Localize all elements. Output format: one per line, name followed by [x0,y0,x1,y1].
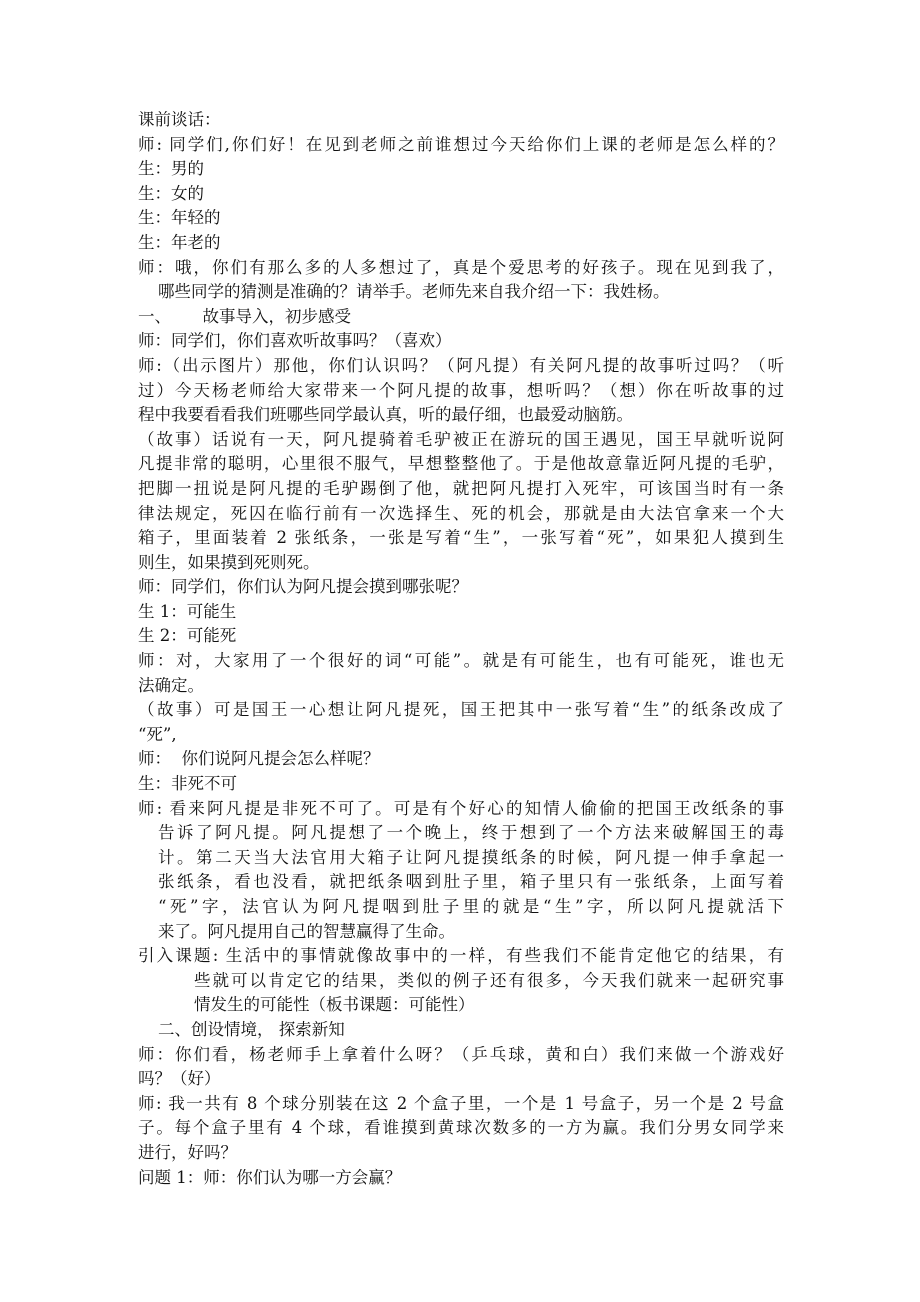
text-line: 师: 看来阿凡提是非死不可了。可是有个好心的知情人偷偷的把国王改纸条的事 [138,798,784,818]
text-line: 把脚一扭说是阿凡提的毛驴踢倒了他，就把阿凡提打入死牢，可该国当时有一条 [138,478,784,498]
text-line: 师：同学们，你们认为阿凡提会摸到哪张呢？ [138,577,468,597]
text-line: “死”, [138,724,177,744]
text-line: 生：男的 [138,159,204,179]
text-line: 师: 同学们,你们好！在见到老师之前谁想过今天给你们上课的老师是怎么样的？ [138,134,784,154]
text-line: 生：年轻的 [138,208,221,228]
text-line: 法确定。 [138,675,204,695]
text-line: 引入课题: 生活中的事情就像故事中的一样，有些我们不能肯定他它的结果，有 [138,946,784,966]
text-line: 则生，如果摸到死则死。 [138,552,320,572]
text-line: 子。每个盒子里有 4 个球，看谁摸到黄球次数多的一方为赢。我们分男女同学来 [138,1118,784,1138]
text-line: 师：哦，你们有那么多的人多想过了，真是个爱思考的好孩子。现在见到我了， [138,257,784,277]
text-line: 生：女的 [138,183,204,203]
text-line: 吗？（好） [138,1069,221,1089]
text-line: “死”字，法官认为阿凡提咽到肚子里的就是“生”字，所以阿凡提就活下 [158,897,784,916]
text-line: 一、 故事导入，初步感受 [138,306,351,326]
text-line: 课前谈话： [138,110,221,129]
text-line: 张纸条，看也没看，就把纸条咽到肚子里，箱子里只有一张纸条，上面写着 [158,872,784,892]
text-line: 些就可以肯定它的结果，类似的例子还有很多，今天我们就来一起研究事 [194,970,784,990]
text-line: 生：非死不可 [138,774,237,794]
text-line: 程中我要看看我们班哪些同学最认真，听的最仔细，也最爱动脑筋。 [138,405,633,425]
text-line: （故事）话说有一天，阿凡提骑着毛驴被正在游玩的国王遇见，国王早就听说阿 [138,429,784,449]
text-line: 进行，好吗？ [138,1142,237,1162]
text-line: 来了。阿凡提用自己的智慧赢得了生命。 [158,921,455,941]
text-line: 问题 1：师：你们认为哪一方会赢？ [138,1167,402,1187]
text-line: 二、创设情境， 探索新知 [158,1019,345,1039]
text-line: 师：对，大家用了一个很好的词“可能”。就是有可能生，也有可能死，谁也无 [138,651,784,671]
text-line: 情发生的可能性（板书课题：可能性） [194,995,475,1015]
text-line: 师：同学们，你们喜欢听故事吗？（喜欢） [138,331,452,351]
document-page [138,108,784,1190]
text-line: 律法规定，死囚在临行前有一次选择生、死的机会，那就是由大法官拿来一个大 [138,503,784,523]
text-line: （故事）可是国王一心想让阿凡提死，国王把其中一张写着“生”的纸条改成了 [138,700,784,720]
text-line: 箱子，里面装着 2 张纸条，一张是写着“生”，一张写着“死”，如果犯人摸到生 [138,528,784,548]
text-line: 哪些同学的猜测是准确的？请举手。老师先来自我介绍一下：我姓杨。 [158,282,670,302]
text-line: 过）今天杨老师给大家带来一个阿凡提的故事，想听吗？（想）你在听故事的过 [138,380,784,400]
text-line: 师:（出示图片）那他，你们认识吗？（阿凡提）有关阿凡提的故事听过吗？（听 [138,355,784,375]
text-line: 生：年老的 [138,232,221,252]
text-line: 师： 你们说阿凡提会怎么样呢？ [138,749,380,769]
text-line: 师: 我一共有 8 个球分别装在这 2 个盒子里，一个是 1 号盒子，另一个是 2 号盒 [138,1093,784,1113]
text-line: 凡提非常的聪明，心里很不服气，早想整整他了。于是他故意靠近阿凡提的毛驴， [138,454,784,474]
text-line: 师：你们看，杨老师手上拿着什么呀？（乒乓球，黄和白）我们来做一个游戏好 [138,1044,784,1064]
text-line: 计。第二天当大法官用大箱子让阿凡提摸纸条的时候，阿凡提一伸手拿起一 [158,847,784,867]
text-line: 告诉了阿凡提。阿凡提想了一个晚上，终于想到了一个方法来破解国王的毒 [158,823,784,843]
text-line: 生 2：可能死 [138,626,237,646]
text-line: 生 1：可能生 [138,601,237,621]
